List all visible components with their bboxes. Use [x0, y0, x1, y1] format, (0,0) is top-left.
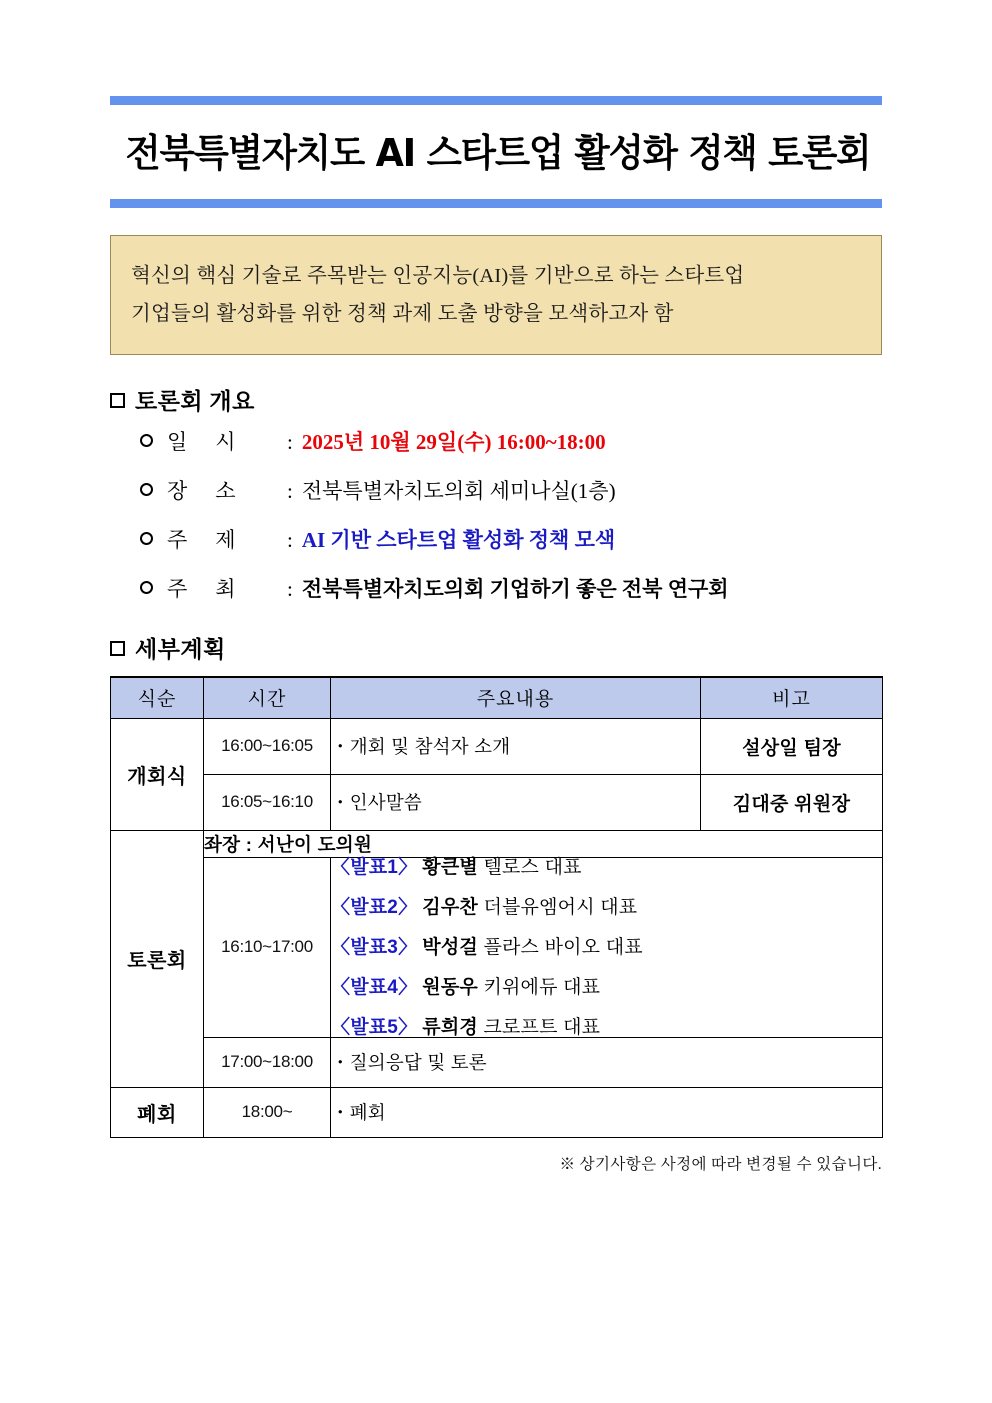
content-cell: ・인사말씀: [331, 774, 701, 830]
footnote: ※ 상기사항은 사정에 따라 변경될 수 있습니다.: [559, 1155, 882, 1173]
plan-heading: [110, 631, 882, 664]
list-item: [331, 858, 882, 877]
talk-tag: 〈발표2〉: [331, 896, 418, 918]
talk-tag: 〈발표3〉: [331, 936, 418, 958]
overview-item-value: 전북특별자치도의회 세미나실(1층): [301, 478, 616, 503]
overview-list: [110, 426, 882, 603]
time-cell: 16:00~16:05: [204, 718, 331, 774]
talk-speaker: 류희경: [422, 1016, 478, 1038]
overview-item-organizer: [140, 573, 882, 603]
time-cell: 17:00~18:00: [204, 1037, 331, 1087]
talk-speaker: 원동우: [422, 976, 478, 998]
list-item: [331, 1018, 882, 1037]
table-row: [111, 1087, 883, 1137]
table-row-talks: [111, 857, 883, 1037]
stage-cell-forum: 토론회: [111, 830, 204, 1087]
overview-item-colon: :: [287, 478, 293, 503]
overview-item-value: 전북특별자치도의회 기업하기 좋은 전북 연구회: [301, 576, 729, 601]
title-top-rule: [110, 96, 882, 105]
square-bullet-icon: [110, 641, 125, 656]
time-cell: 18:00~: [204, 1087, 331, 1137]
overview-item-venue: [140, 475, 882, 505]
page-title: 전북특별자치도 AI 스타트업 활성화 정책 토론회: [125, 131, 871, 175]
column-header-content: 주요내용: [331, 677, 701, 719]
overview-heading-label: 토론회 개요: [135, 388, 255, 414]
table-row: [111, 718, 883, 774]
column-header-stage: 식순: [111, 677, 204, 719]
circle-bullet-icon: [140, 483, 153, 496]
overview-item-label: 주최: [167, 576, 264, 601]
table-row: [111, 774, 883, 830]
purpose-line-2: 기업들의 활성화를 위한 정책 과제 도출 방향을 모색하고자 함: [131, 302, 674, 325]
plan-heading-label: 세부계획: [135, 636, 226, 662]
column-header-time: 시간: [204, 677, 331, 719]
list-item: [331, 938, 882, 957]
circle-bullet-icon: [140, 434, 153, 447]
schedule-table-wrapper: [110, 676, 882, 1138]
list-item: [331, 898, 882, 917]
plan-section: [110, 631, 882, 1174]
schedule-table: [110, 676, 883, 1138]
time-cell: 16:10~17:00: [204, 857, 331, 1037]
time-cell: 16:05~16:10: [204, 774, 331, 830]
stage-cell-closing: 폐회: [111, 1087, 204, 1137]
overview-item-value: 2025년 10월 29일(수) 16:00~18:00: [301, 429, 606, 454]
table-header-row: [111, 677, 883, 719]
list-item: [331, 978, 882, 997]
content-cell: ・개회 및 참석자 소개: [331, 718, 701, 774]
talk-speaker: 김우찬: [422, 896, 478, 918]
title-bottom-rule: [110, 199, 882, 208]
overview-item-subject: [140, 524, 882, 554]
overview-item-label: 주제: [167, 527, 264, 552]
talk-org: 키위에듀 대표: [483, 976, 601, 998]
talk-org: 텔로스 대표: [483, 856, 582, 878]
overview-item-label: 장소: [167, 478, 264, 503]
column-header-note: 비고: [701, 677, 883, 719]
note-cell: 김대중 위원장: [701, 774, 883, 830]
stage-cell-opening: 개회식: [111, 718, 204, 830]
talk-tag: 〈발표4〉: [331, 976, 418, 998]
overview-item-colon: :: [287, 527, 293, 552]
content-cell: ・폐회: [331, 1087, 883, 1137]
talk-org: 더블유엠어시 대표: [483, 896, 638, 918]
overview-item-colon: :: [287, 429, 293, 454]
overview-item-label: 일시: [167, 429, 264, 454]
circle-bullet-icon: [140, 581, 153, 594]
talk-org: 플라스 바이오 대표: [483, 936, 643, 958]
overview-heading: [110, 383, 882, 416]
overview-item-value: AI 기반 스타트업 활성화 정책 모색: [301, 527, 616, 552]
overview-item-datetime: [140, 426, 882, 456]
purpose-line-1: 혁신의 핵심 기술로 주목받는 인공지능(AI)를 기반으로 하는 스타트업: [131, 265, 745, 287]
chair-cell: 좌장 : 서난이 도의원: [204, 830, 883, 857]
content-cell: ・질의응답 및 토론: [331, 1037, 883, 1087]
talk-tag: 〈발표1〉: [331, 856, 418, 878]
talk-speaker: 황큰별: [422, 856, 478, 878]
talk-org: 크로프트 대표: [483, 1016, 601, 1038]
talks-cell: [331, 857, 883, 1037]
talk-speaker: 박성걸: [422, 936, 478, 958]
overview-section: [110, 383, 882, 603]
table-row-chair: [111, 830, 883, 857]
square-bullet-icon: [110, 393, 125, 408]
note-cell: 설상일 팀장: [701, 718, 883, 774]
circle-bullet-icon: [140, 532, 153, 545]
overview-item-colon: :: [287, 576, 293, 601]
table-row: [111, 1037, 883, 1087]
purpose-box: [110, 235, 882, 355]
talk-tag: 〈발표5〉: [331, 1016, 418, 1038]
